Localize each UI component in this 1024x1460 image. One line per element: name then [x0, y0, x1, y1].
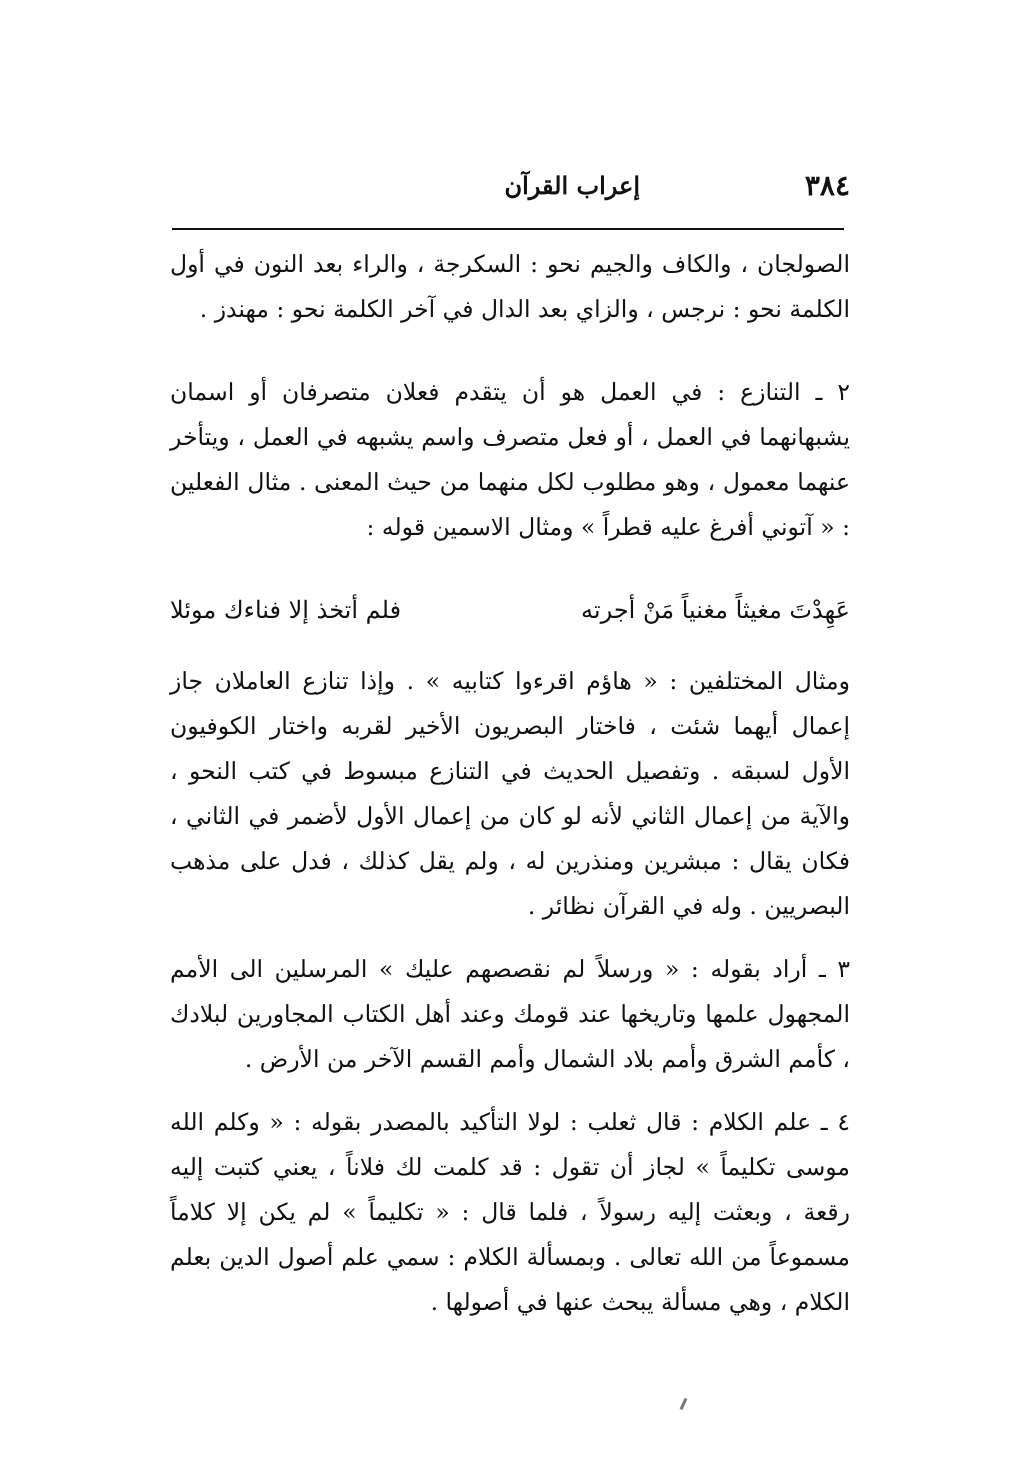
page-number: ٣٨٤ [804, 169, 850, 202]
paragraph-spacer [170, 332, 850, 370]
running-title: إعراب القرآن [504, 171, 640, 200]
paragraph-spacer [170, 929, 850, 947]
paragraph-spacer [170, 1082, 850, 1100]
footnote-paragraph-4: ٣ ـ أراد بقوله : « ورسلاً لم نقصصهم عليك » المرسلين الى الأمم المجهول علمها وتاريخها عند قومك وعند أهل الكتاب المجاورين لبلادك ، كأمم الشرق وأمم بلاد الشمال وأمم القسم الآخر من الأرض . [170, 955, 850, 1073]
verse-second-hemistich: فلم أتخذ إلا فناءك موئلا [170, 596, 402, 624]
footnote-paragraph-1: الصولجان ، والكاف والجيم نحو : السكرجة ، والراء بعد النون في أول الكلمة نحو : نرجس ، والزاي بعد الدال في آخر الكلمة نحو : مهندز . [170, 250, 850, 323]
scan-speck [680, 1398, 688, 1410]
verse-first-hemistich: عَهِدْتَ مغيثاً مغنياً مَنْ أجرته [581, 596, 850, 624]
footnotes-body [170, 242, 850, 1325]
footnote-paragraph-2: ٢ ـ التنازع : في العمل هو أن يتقدم فعلان متصرفان أو اسمان يشبهانهما في العمل ، أو فعل متصرف واسم يشبهه في العمل ، ويتأخر عنهما معمول ، وهو مطلوب لكل منهما من حيث المعنى . مثال الفعلين : « آتوني أفرغ عليه قطراً » ومثال الاسمين قوله : [170, 378, 850, 541]
footnote-paragraph-5: ٤ ـ علم الكلام : قال ثعلب : لولا التأكيد بالمصدر بقوله : « وكلم الله موسى تكليماً » لجاز أن تقول : قد كلمت لك فلاناً ، يعني كتبت إليه رقعة ، وبعثت إليه رسولاً ، فلما قال : « تكليماً » لم يكن إلا كلاماً مسموعاً من الله تعالى . وبمسألة الكلام : سمي علم أصول الدين بعلم الكلام ، وهي مسألة يبحث عنها في أصولها . [170, 1108, 850, 1316]
footnote-paragraph-3: ومثال المختلفين : « هاؤم اقرءوا كتابيه » . وإذا تنازع العاملان جاز إعمال أيهما شئت ، فاختار البصريون الأخير لقربه واختار الكوفيون الأول لسبقه . وتفصيل الحديث في التنازع مبسوط في كتب النحو ، والآية من إعمال الثاني لأنه لو كان من إعمال الأول لأضمر في الثاني ، فكان يقال : مبشرين ومنذرين له ، ولم يقل كذلك ، فدل على مذهب البصريين . وله في القرآن نظائر . [170, 667, 850, 920]
header-rule [172, 228, 844, 230]
poetry-verse [170, 588, 850, 633]
paragraph-spacer [170, 633, 850, 659]
paragraph-spacer [170, 550, 850, 588]
page-header [170, 162, 850, 210]
